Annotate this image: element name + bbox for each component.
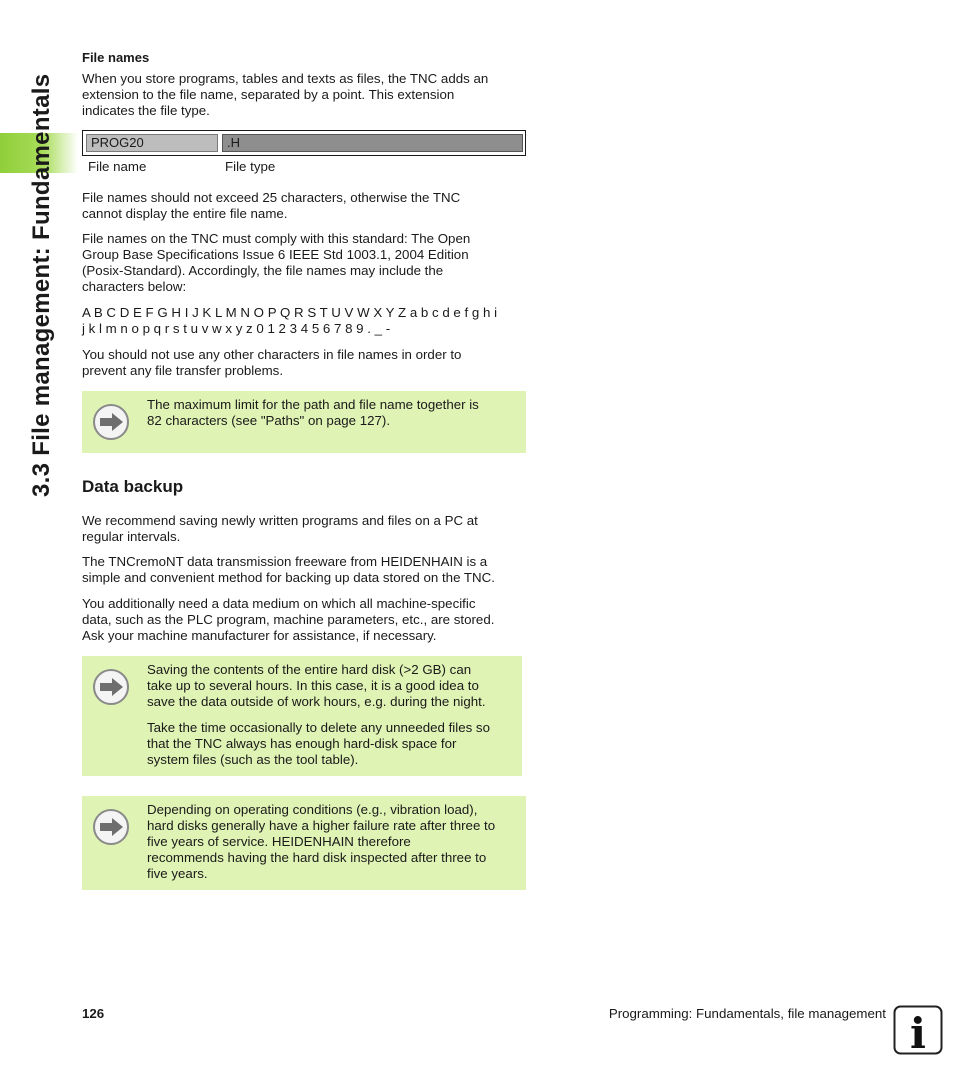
data-backup-heading: Data backup (82, 477, 184, 496)
file-names-length-paragraph: File names should not exceed 25 characters, otherwise the TNC cannot display the entire file name. (82, 190, 461, 221)
hard-disk-backup-note-text: Saving the contents of the entire hard disk (>2 GB) can take up to several hours. In this case, it is a good idea to save the data outside of work hours, e.g. during the night. (147, 662, 486, 709)
tncremont-paragraph: The TNCremoNT data transmission freeware from HEIDENHAIN is a simple and convenient method for backing up data stored on the TNC. (82, 554, 495, 585)
file-name-value: PROG20 (86, 134, 218, 152)
hard-disk-failure-note-text: Depending on operating conditions (e.g., vibration load), hard disks generally have a higher failure rate after three to five years of service. HEIDENHAIN therefore recommends having the hard disk inspected after three to five years. (147, 802, 496, 881)
file-names-heading: File names (82, 50, 150, 65)
file-type-value: .H (222, 134, 523, 152)
path-limit-note (82, 391, 526, 453)
info-letter: i (910, 1009, 926, 1055)
allowed-characters: A B C D E F G H I J K L M N O P Q R S T U V W X Y Z a b c d e f g h i j k l m n o p q r s t u v w x y z 0 1 2 3 4 5 6 7 8 9 . _ - (82, 305, 498, 336)
hard-disk-backup-note (82, 656, 522, 776)
arrow-right-icon (92, 808, 130, 846)
footer-chapter-text: Programming: Fundamentals, file management (608, 1006, 886, 1021)
chapter-side-title: 3.3 File management: Fundamentals (28, 73, 55, 497)
arrow-right-icon (92, 403, 130, 441)
hard-disk-failure-note (82, 796, 526, 890)
path-limit-note-text: The maximum limit for the path and file name together is 82 characters (see "Paths" on page 127). (147, 397, 479, 428)
file-name-label: File name (88, 159, 147, 174)
file-names-standard-paragraph: File names on the TNC must comply with this standard: The Open Group Base Specifications Issue 6 IEEE Std 1003.1, 2004 Edition (Posix-Standard). Accordingly, the file names may include the characters below: (82, 231, 471, 294)
file-names-warning-paragraph: You should not use any other characters in file names in order to prevent any file transfer problems. (82, 347, 462, 378)
delete-files-note-text: Take the time occasionally to delete any unneeded files so that the TNC always has enough hard-disk space for system files (such as the tool table). (147, 720, 490, 767)
file-type-label: File type (225, 159, 276, 174)
info-icon (893, 1005, 943, 1055)
file-name-example-box (82, 130, 526, 156)
arrow-right-icon (92, 668, 130, 706)
file-names-intro: When you store programs, tables and texts as files, the TNC adds an extension to the file name, separated by a point. This extension indicates the file type. (82, 71, 489, 118)
page-number: 126 (82, 1006, 105, 1021)
backup-recommend-paragraph: We recommend saving newly written programs and files on a PC at regular intervals. (82, 513, 478, 544)
data-medium-paragraph: You additionally need a data medium on which all machine-specific data, such as the PLC program, machine parameters, etc., are stored. Ask your machine manufacturer for assistance, if necessary. (82, 596, 495, 643)
